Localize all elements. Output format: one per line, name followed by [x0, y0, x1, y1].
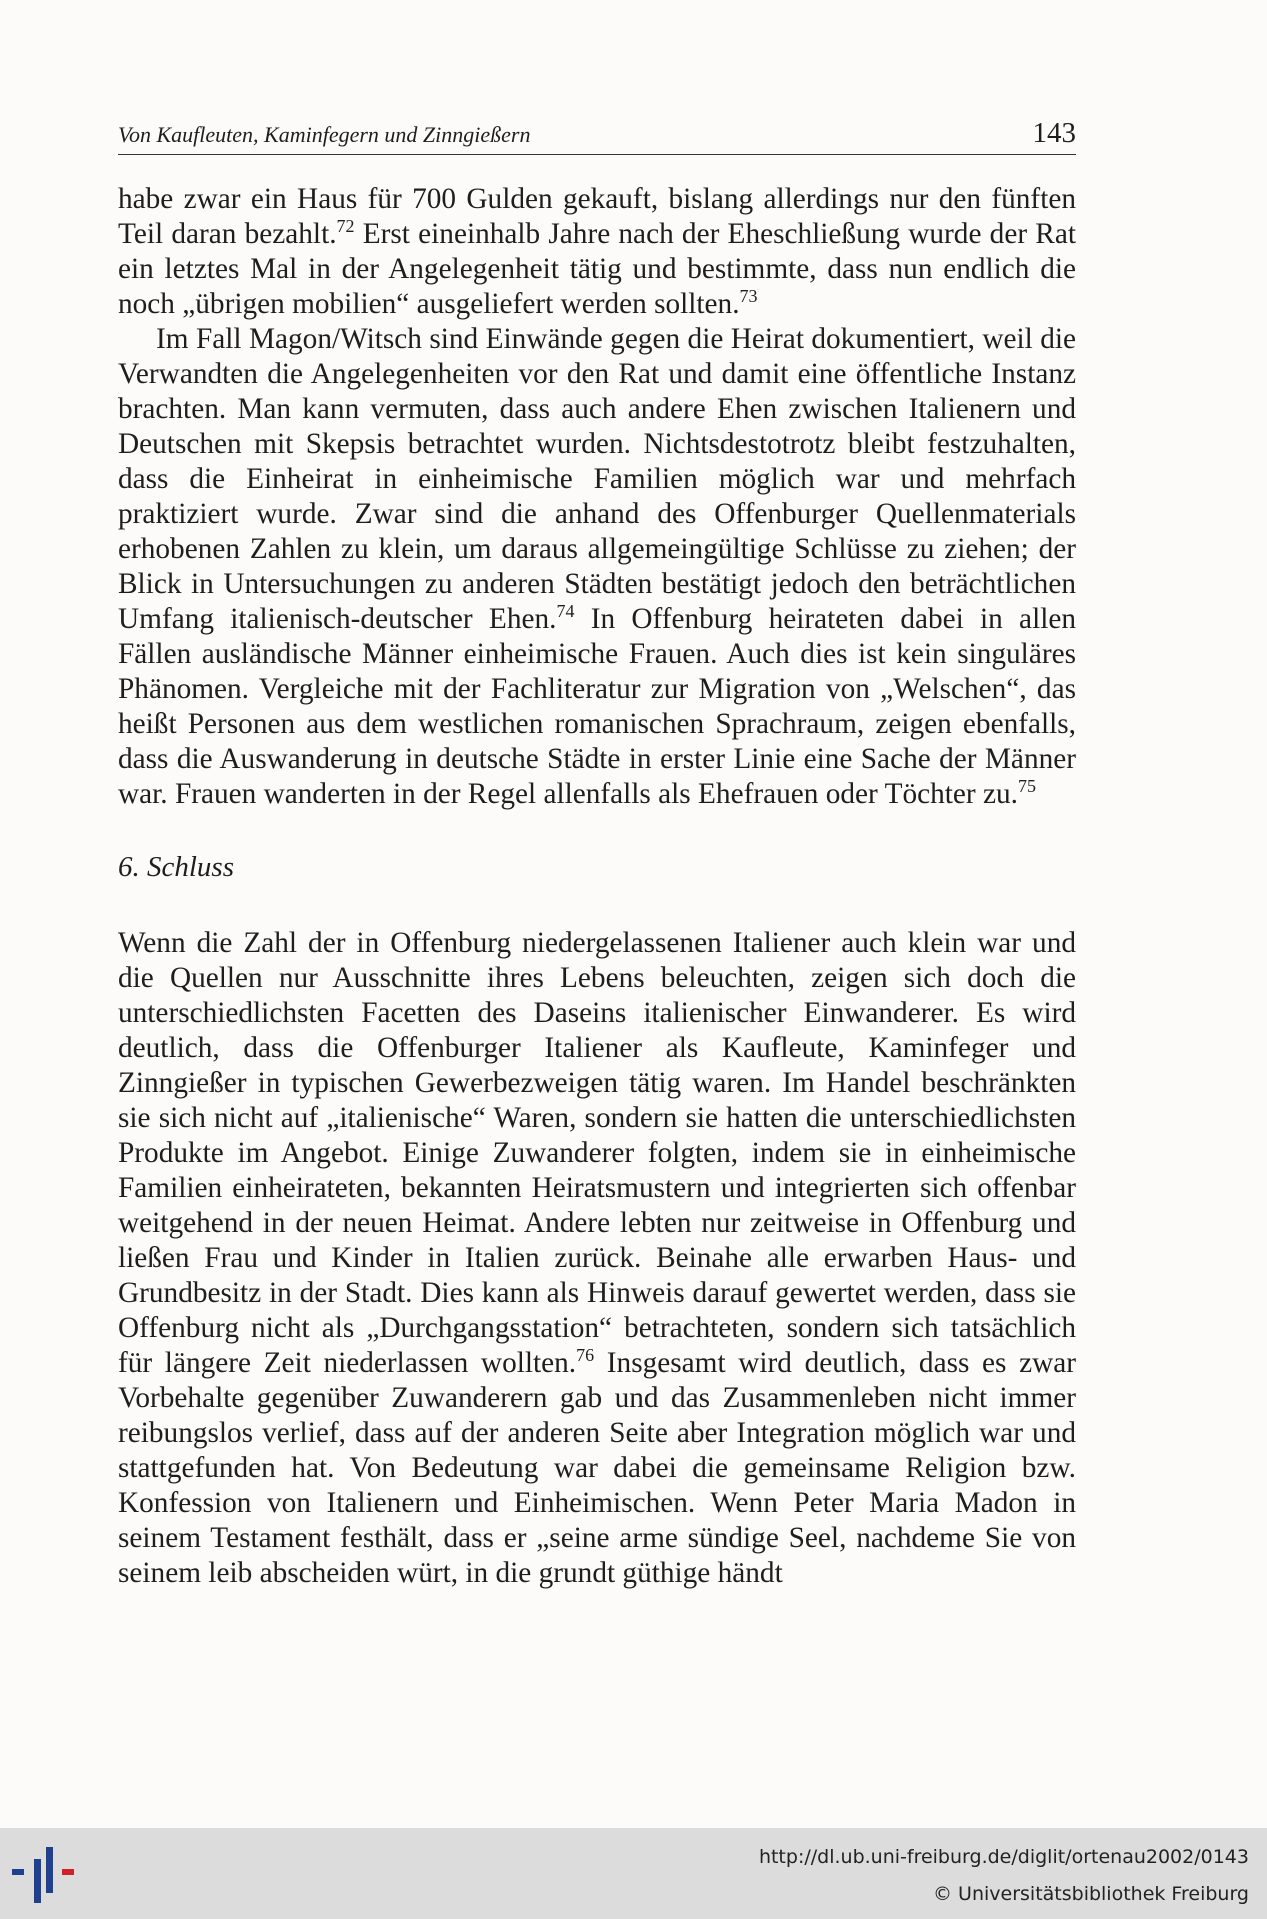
copyright-text: © Universitätsbibliothek Freiburg — [933, 1883, 1249, 1905]
paragraph-2-part-a: Im Fall Magon/Witsch sind Einwände gegen die Heirat dokumentiert, weil die Verwandten die Angelegenheiten vor den Rat und damit eine öffentliche Instanz brachten. Man kann vermuten, dass auch andere Ehen zwischen Italienern und Deutschen mit Skepsis betrachtet wurden. Nichtsdestotrotz bleibt festzuhalten, dass die Einheirat in einheimische Familien möglich war und mehrfach praktiziert wurde. Zwar sind die anhand des Offenburger Quellenmaterials erhobenen Zahlen zu klein, um daraus allgemeingültige Schlüsse zu ziehen; der Blick in Untersuchungen zu anderen Städten bestätigt jedoch den beträchtlichen Umfang italienisch-deutscher Ehen. — [118, 323, 1076, 635]
paragraph-1 — [118, 182, 1076, 322]
footnote-ref-75: 75 — [1017, 776, 1036, 796]
paragraph-1-part-b: Erst eineinhalb Jahre nach der Eheschließung wurde der Rat ein letztes Mal in der Angelegenheit tätig und bestimmte, dass nun endlich die noch „übrigen mobilien“ ausgeliefert werden sollten. — [118, 218, 1076, 320]
paragraph-3-part-b: Insgesamt wird deutlich, dass es zwar Vorbehalte gegenüber Zuwanderern gab und das Zusammenleben nicht immer reibungslos verlief, dass auf der anderen Seite aber Integration möglich war und stattgefunden hat. Von Bedeutung war dabei die gemeinsame Religion bzw. Konfession von Italienern und Einheimischen. Wenn Peter Maria Madon in seinem Testament festhält, dass er „seine arme sündige Seel, nachdeme Sie von seinem leib abscheiden würt, in die grundt güthige händt — [118, 1347, 1076, 1589]
footnote-ref-73: 73 — [739, 286, 758, 306]
footnote-ref-72: 72 — [336, 216, 355, 236]
body-text — [118, 182, 1076, 1591]
running-head-title: Von Kaufleuten, Kaminfegern und Zinngießern — [118, 122, 531, 147]
running-head — [118, 118, 1076, 155]
footer-bar — [0, 1828, 1267, 1919]
paragraph-2-part-b: In Offenburg heirateten dabei in allen Fällen ausländische Männer einheimische Frauen. Auch dies ist kein singuläres Phänomen. Vergleiche mit der Fachliteratur zur Migration von „Welschen“, das heißt Personen aus dem westlichen romanischen Sprachraum, zeigen ebenfalls, dass die Auswanderung in deutsche Städte in erster Linie eine Sache der Männer war. Frauen wanderten in der Regel allenfalls als Ehefrauen oder Töchter zu. — [118, 603, 1076, 810]
paragraph-3-part-a: Wenn die Zahl der in Offenburg niedergelassenen Italiener auch klein war und die Quellen nur Ausschnitte ihres Lebens beleuchten, zeigen sich doch die unterschiedlichsten Facetten des Daseins italienischer Einwanderer. Es wird deutlich, dass die Offenburger Italiener als Kaufleute, Kaminfeger und Zinngießer in typischen Gewerbezweigen tätig waren. Im Handel beschränkten sie sich nicht auf „italienische“ Waren, sondern sie hatten die unterschiedlichsten Produkte im Angebot. Einige Zuwanderer folgten, indem sie in einheimische Familien einheirateten, bekannten Heiratsmustern und integrierten sich offenbar weitgehend in der neuen Heimat. Andere lebten nur zeitweise in Offenburg und ließen Frau und Kinder in Italien zurück. Beinahe alle erwarben Haus- und Grundbesitz in der Stadt. Dies kann als Hinweis darauf gewertet werden, dass sie Offenburg nicht als „Durchgangsstation“ betrachteten, sondern sich tatsächlich für längere Zeit niederlassen wollten. — [118, 927, 1076, 1379]
paragraph-2 — [118, 322, 1076, 812]
ub-freiburg-logo-icon — [10, 1845, 80, 1905]
footnote-ref-74: 74 — [556, 601, 575, 621]
footnote-ref-76: 76 — [576, 1345, 595, 1365]
page-number: 143 — [1032, 117, 1076, 149]
paragraph-1-part-a: habe zwar ein Haus für 700 Gulden gekauft, bislang allerdings nur den fünften Teil daran bezahlt. — [118, 183, 1076, 250]
paragraph-3 — [118, 926, 1076, 1591]
source-url-link[interactable]: http://dl.ub.uni-freiburg.de/diglit/ortenau2002/0143 — [758, 1846, 1249, 1868]
section-heading: 6. Schluss — [118, 851, 234, 883]
